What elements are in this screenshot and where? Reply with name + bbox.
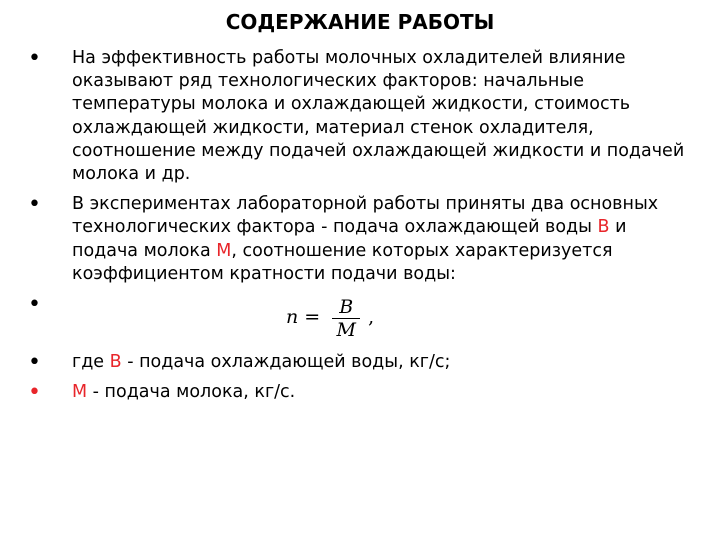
bullet-dot-red-icon: • xyxy=(28,380,41,406)
bullet-text-experiments-part1: В экспериментах лабораторной работы приняты два основных технологических фактора - подача охлаждающей воды xyxy=(72,194,659,238)
bullet-text-experiments-part2: и подача молока xyxy=(72,217,627,261)
variable-b-highlight: В xyxy=(597,217,610,238)
bullet-dot-icon: • xyxy=(28,292,41,318)
m-definition: - подача молока, кг/с. xyxy=(87,382,296,403)
formula-denominator: M xyxy=(336,318,356,341)
bullet-text-factors: На эффективность работы молочных охладителей влияние оказывают ряд технологических факторов: начальные температуры молока и охлаждающей жидкости, стоимость охлаждающей жидкости, материал стенок охладителя, соотношение между подачей охлаждающей жидкости и подачей молока и др. xyxy=(72,48,685,185)
formula-fraction xyxy=(332,296,360,341)
where-b-definition: - подача охлаждающей воды, кг/с; xyxy=(121,352,451,373)
variable-m-highlight: М xyxy=(72,382,88,403)
bullet-dot-icon: • xyxy=(28,192,41,218)
bullet-item-where-b xyxy=(28,351,698,374)
formula-equals: = xyxy=(304,306,321,329)
bullet-item-m-definition xyxy=(28,381,698,404)
where-prefix: где xyxy=(72,352,110,373)
ratio-formula xyxy=(286,293,374,343)
slide-title: СОДЕРЖАНИЕ РАБОТЫ xyxy=(225,10,495,34)
variable-m-highlight: М xyxy=(216,240,232,261)
bullet-dot-icon: • xyxy=(28,350,41,376)
variable-b-highlight: В xyxy=(109,352,122,373)
bullet-list xyxy=(28,47,698,411)
bullet-text-experiments-part3: , соотношение которых характеризуется коэффициентом кратности подачи воды: xyxy=(72,240,613,284)
bullet-item-formula xyxy=(28,293,698,345)
formula-numerator: B xyxy=(339,295,354,318)
bullet-item-experiments xyxy=(28,193,698,286)
formula-lhs: n xyxy=(286,306,299,329)
formula-trailing-comma: , xyxy=(368,306,375,329)
bullet-dot-icon: • xyxy=(28,46,41,71)
bullet-item-factors xyxy=(28,47,698,186)
